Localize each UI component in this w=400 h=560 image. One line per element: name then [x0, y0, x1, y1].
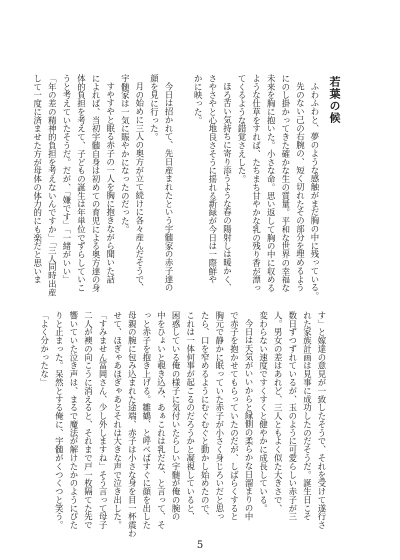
chapter-title: 若葉の候 [328, 76, 341, 124]
text-line: 「年の差の精神的負担を考えないんですか」「三人同時出産 [47, 74, 58, 297]
text-line: 月の始めに三人の奥方が立て続けに各々産んだそうで、 [134, 82, 145, 293]
text-line: 二人が襖の向こうに消えると、それまで戸一枚隔てた先で [83, 311, 94, 530]
text-line: 「よく分かったな」 [39, 311, 50, 387]
page-number: 5 [196, 540, 204, 551]
text-line: うと考えていたそうだ。だが、「嫌です」「一緒がいい」 [61, 74, 72, 284]
text-line: これは一体何事が起こるのだろうかと凝視していると、 [185, 311, 196, 521]
text-line: っと赤子を抱き上げる。雛鶴、と呼べばすぐに顔を出した [141, 311, 152, 530]
text-line: たら、口を窄めるようにむぐむぐと動かし始めたので、 [200, 311, 211, 521]
text-line: 今日は天気がいいからと縁側の柔らかな日溜まりの中 [244, 319, 255, 521]
text-line: して一度に済ませた方が母体の体力的にも楽だと思いま [32, 74, 43, 284]
text-line: 未来を胸に抱いた。小さな命。思い返して胸の中に収める [266, 74, 277, 293]
text-line: ほろ苦い気持ちに寄り添うような春の陽射しは暖かく、 [222, 82, 233, 293]
lower-text-block [37, 311, 329, 539]
text-line: 宇髄家は一気に賑やかになったのだった。 [120, 74, 131, 234]
text-line: 母親の腕に包み込まれた途端、赤子は小さな身を目一杯震わ [127, 311, 138, 538]
text-line: すやすやと眠る赤子の一人を胸に抱きながら聞いた話 [105, 82, 116, 284]
text-line: かに映った。 [193, 74, 204, 125]
text-line: 響いていた泣き声は、まるで魔法が解けたかのようにぴた [68, 311, 79, 530]
text-line: 今日は招かれて、先日産まれたという宇髄家の赤子達の [164, 82, 175, 293]
text-line: 数日ずつずれているが、玉のように可愛らしい赤子が三 [287, 311, 298, 521]
text-line: 先のない己の右腕の、短く切れたその部分を埋めるよう [295, 82, 306, 293]
text-line: によれば、当初宇髄自身は初めての育児による奥方達の身 [91, 74, 102, 293]
text-line: 困惑している俺の様子に気付いたらしい宇髄が俺の腕の [171, 311, 182, 521]
text-line: ふわふわと、夢のような感触がまだ胸の中に残っている。 [310, 82, 320, 301]
text-line: ような仕草をすれば、たちまち甘やかな乳の残り香が漂っ [251, 74, 262, 293]
text-line: す」と嫁達の意見が一致したそうで、それを受けて遂行さ [317, 311, 327, 530]
text-line: れた家族計画は見事に成功したのだそうだ。誕生日こそ [302, 311, 313, 521]
text-line: 「すみません冨岡さん、少し外しますね」そう言って母子 [98, 311, 109, 530]
text-line: にのし掛かってきた確かな生の質量。平和な世界の幸福な [280, 74, 291, 293]
text-line: さやさやと心地良さそうに揺れる新緑が今日は一際鮮や [207, 74, 218, 284]
text-line: せて、ほぎゃあほぎゃあとそれは大きな声で泣き出した。 [112, 311, 123, 530]
text-line: 人。男女の差はあれど、三人ともよく似た大きさで、 [273, 311, 284, 513]
text-line: 胸元で静かに眠っていた赤子が小さく身じろいだと思っ [214, 311, 225, 521]
text-line: 顔を見に行った。 [149, 74, 160, 142]
text-line: 体的負担を考えて、子どもの誕生は年単位でずらしていこ [76, 74, 87, 293]
upper-text-block [30, 74, 322, 302]
text-line: 中をひょいと覗き込み、あぁこれは乳だな、と言って、そ [156, 311, 167, 530]
text-line: で赤子を抱かせてもらっていたのだが、しばらくすると [229, 311, 240, 521]
text-line: りと止まった。呆然とする俺に、宇髄がくつくつと笑う。 [54, 311, 65, 530]
text-line: てくるような錯覚さえした。 [237, 74, 248, 184]
text-line: 変わらない速度ですくすくと健やかに成長している。 [258, 311, 269, 513]
